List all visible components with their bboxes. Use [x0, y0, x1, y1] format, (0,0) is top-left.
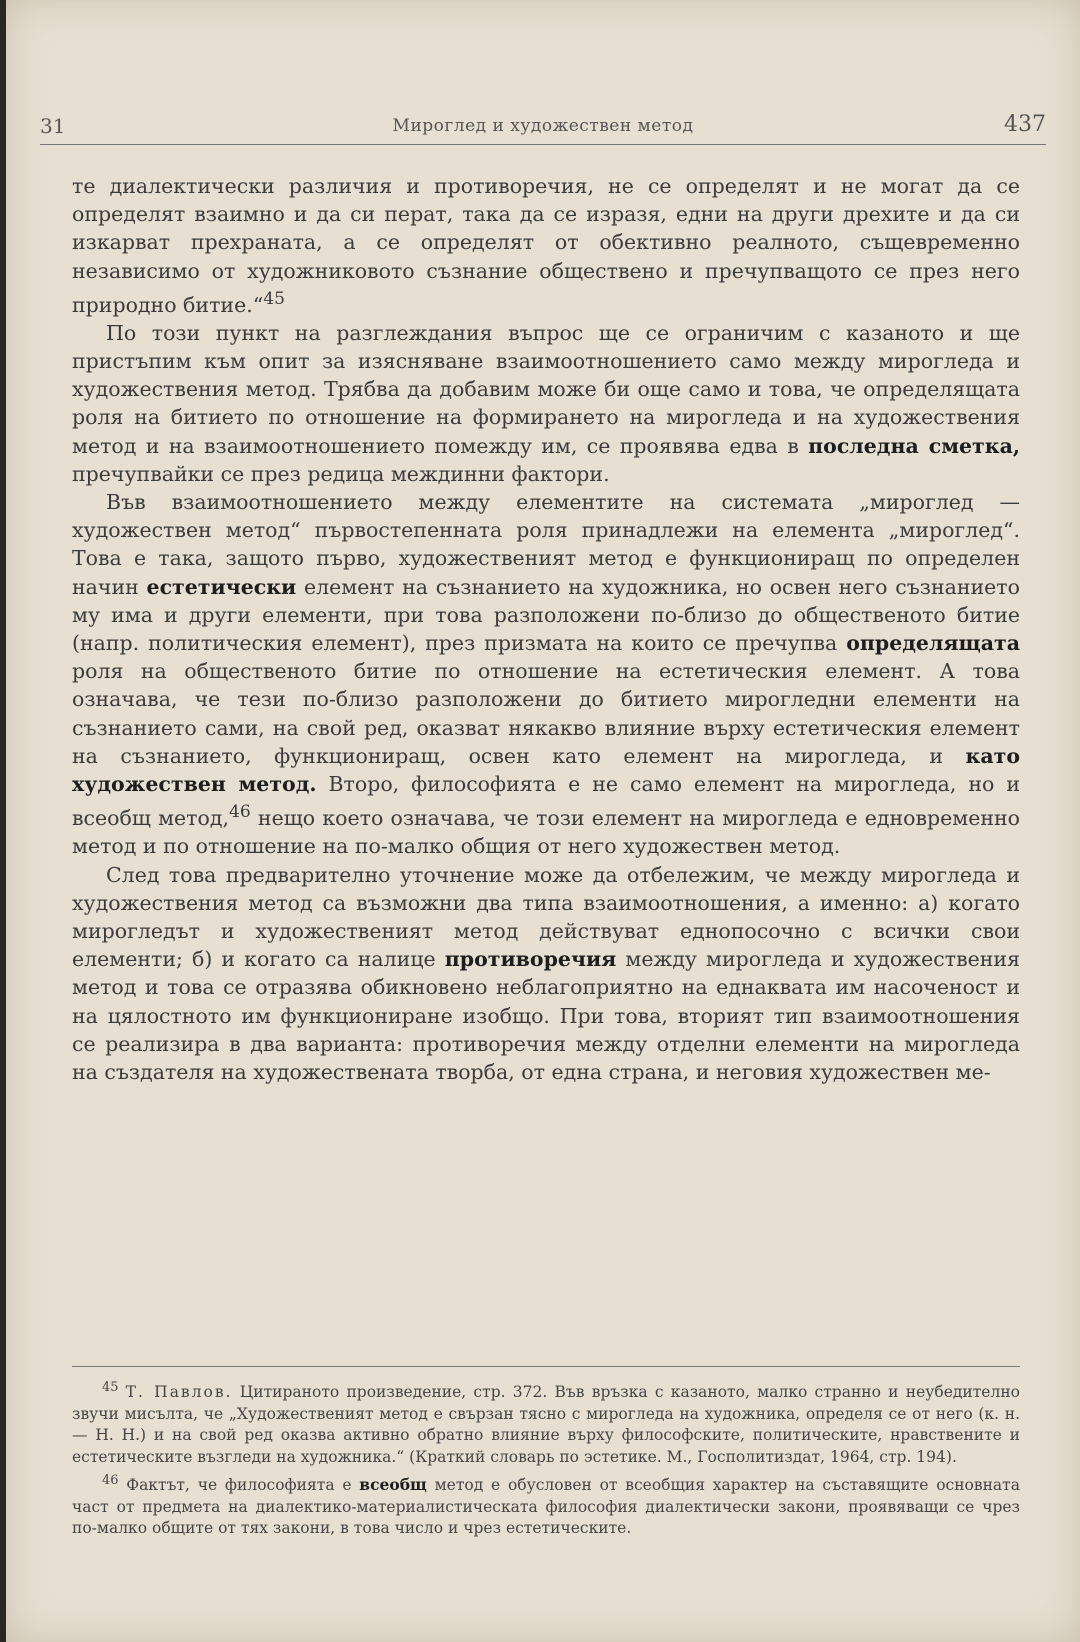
paragraph-1: те диалектически различия и противоречия, не се определят и не могат да се определят взаимно и да си перат, така да се изразя, едни на други дрехите и да си изкарват прехраната, а се определят от обективно реалното, същевременно независимо от художниковото съзнание обществено и пречупващото се през него природно битие.“$^{45}$: [72, 174, 1020, 317]
book-page: [6, 0, 1080, 1642]
emphasis-text: като художествен метод.: [72, 743, 1020, 797]
header-left-number: 31: [40, 114, 66, 138]
page-number: 437: [1004, 112, 1046, 137]
emphasis-text: определящата: [846, 631, 1020, 656]
paragraph-3: Във взаимоотношението между елементите на системата „мироглед — художествен метод“ първостепенната роля принадлежи на елемента „мироглед“. Това е така, защото първо, художественият метод е функциониращ по определен начин естетически елемент на съзнанието на художника, но освен него съзнанието му има и други елементи, при това разположени по-близо до общественото битие (напр. политическия елемент), през призмата на които се пречупва определящата роля на общественото битие по отношение на естетическия елемент. А това означава, че тези по-близо разположени до битието мирогледни елементи на съзнанието сами, на свой ред, оказват някакво влияние върху естетическия елемент на съзнанието, функциониращ, освен като елемент на мирогледа, и като художествен метод. Второ, философията е не само елемент на мирогледа, но и всеобщ метод,$^{46}$ нещо което означава, че този елемент на мирогледа е едновременно метод и по отношение на по-малко общия от него художествен метод.: [72, 490, 1020, 859]
footnotes: [72, 1366, 1020, 1542]
emphasis-text: всеобщ: [359, 1475, 427, 1495]
footnote-ref-46: 46: [229, 802, 251, 823]
paragraph-4: След това предварително уточнение може да отбележим, че между мирогледа и художествения метод са възможни два типа взаимоотношения, а именно: а) когато мирогледът и художественият метод действуват еднопосочно с всички свои елементи; б) и когато са налице противоречия между мирогледа и художествения метод и това се отразява обикновено неблагоприятно на еднаквата им насоченост и на цялостното им функциониране изобщо. При това, вторият тип взаимоотношения се реализира в два варианта: противоречия между отделни елементи на мирогледа на създателя на художествената творба, от една страна, и неговия художествен ме-: [72, 862, 1021, 1084]
emphasis-text: естетически: [146, 574, 297, 599]
footnote-45: $^{45}$ Т. Павлов. Цитираното произведение, стр. 372. Във връзка с казаното, малко странно и неубедително звучи мисълта, че „Художественият метод е свързан тясно с мирогледа на художника, определя се от него (к. н. — Н. Н.) и на свой ред оказва активно обратно влияние върху философските, политическите, нравствените и естетическите възгледи на художника.“ (Краткий словарь по эстетике. М., Госполитиздат, 1964, стр. 194).: [72, 1380, 1020, 1466]
header-title: Мироглед и художествен метод: [392, 116, 694, 136]
footnote-46: $^{46}$ Фактът, че философията е всеобщ метод е обусловен от всеобщия характер на съставящите основната част от предмета на диалектико-материалистическата философия диалектически закони, проявяващи се чрез по-малко общите от тях закони, в това число и чрез естетическите.: [72, 1473, 1020, 1538]
running-header: [40, 110, 1046, 145]
emphasis-text: противоречия: [444, 947, 617, 972]
footnote-ref-45: 45: [263, 288, 285, 309]
paragraph-2: По този пункт на разглеждания въпрос ще се ограничим с казаното и ще пристъпим към опит за изясняване взаимоотношението само между мирогледа и художествения метод. Трябва да добавим може би още само и това, че определящата роля на битието по отношение на формирането на мирогледа и на художествения метод и на взаимоотношението помежду им, се проявява едва в последна сметка, пречупвайки се през редица междинни фактори.: [72, 320, 1020, 486]
footnote-author: Т. Павлов.: [125, 1383, 233, 1402]
emphasis-text: последна сметка,: [808, 433, 1020, 458]
main-text: [72, 172, 1020, 1086]
